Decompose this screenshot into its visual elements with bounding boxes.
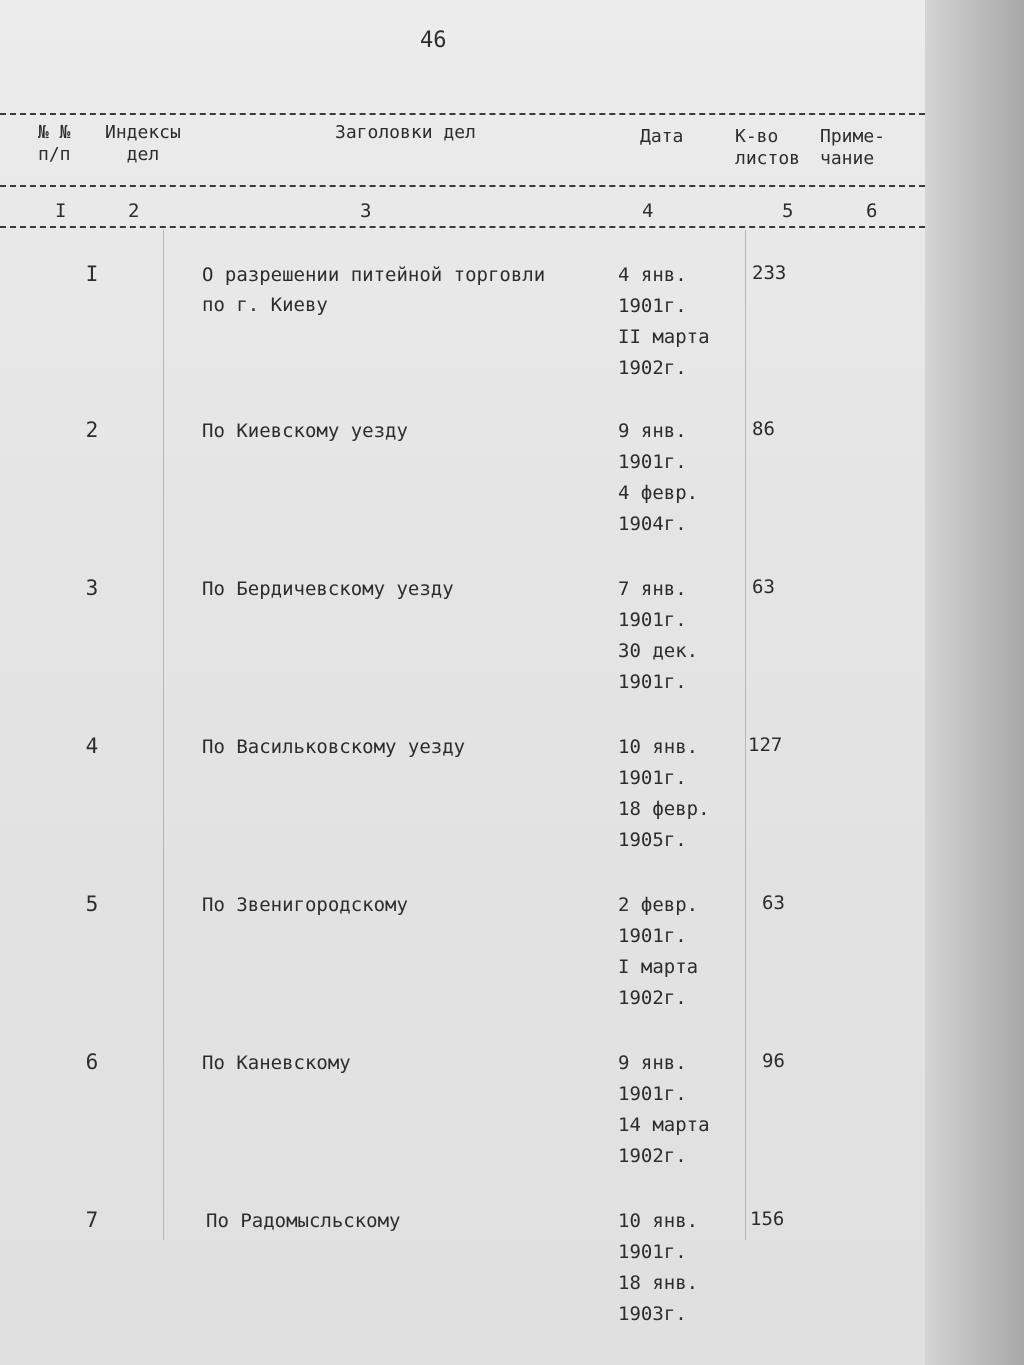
- row-number: 5: [85, 892, 99, 916]
- page-number: 46: [420, 28, 447, 53]
- column-divider: [745, 230, 746, 1240]
- row-date: 10 янв. 1901г. 18 февр. 1905г.: [618, 736, 710, 851]
- row-sheet-count: 127: [748, 734, 783, 756]
- row-sheet-count: 63: [762, 892, 785, 914]
- row-title: По Киевскому уезду: [202, 420, 408, 442]
- row-title: По Звенигородскому: [202, 894, 408, 916]
- row-number: 4: [85, 734, 99, 758]
- row-number: I: [85, 262, 99, 286]
- row-title: По Каневскому: [202, 1052, 351, 1074]
- row-date: 9 янв. 1901г. 4 февр. 1904г.: [618, 420, 699, 535]
- column-number: 6: [866, 200, 878, 222]
- page-edge-shadow: [925, 0, 1024, 1365]
- row-number: 2: [85, 418, 99, 442]
- header-top-rule: [0, 113, 925, 115]
- column-divider: [163, 230, 164, 1240]
- row-title: По Васильковскому уезду: [202, 736, 466, 758]
- row-title: О разрешении питейной торговли по г. Киеву: [202, 264, 546, 316]
- column-number: 4: [642, 200, 654, 222]
- column-numbers-rule: [0, 226, 925, 228]
- row-number: 6: [85, 1050, 99, 1074]
- header-col-date: Дата: [640, 126, 684, 147]
- header-bottom-rule: [0, 185, 925, 187]
- row-sheet-count: 156: [750, 1208, 785, 1230]
- header-col-notes: Приме- чание: [820, 126, 886, 169]
- row-date: 4 янв. 1901г. II марта 1902г.: [618, 264, 710, 379]
- column-number: 5: [782, 200, 794, 222]
- row-sheet-count: 233: [752, 262, 787, 284]
- row-title: По Радомысльскому: [206, 1210, 401, 1232]
- row-date: 10 янв. 1901г. 18 янв. 1903г.: [618, 1210, 699, 1325]
- row-date: 2 февр. 1901г. I марта 1902г.: [618, 894, 699, 1009]
- column-number: I: [55, 200, 67, 222]
- row-sheet-count: 63: [752, 576, 775, 598]
- header-col-index: Индексы дел: [105, 122, 181, 165]
- row-number: 3: [85, 576, 99, 600]
- header-col-title: Заголовки дел: [335, 122, 476, 143]
- row-date: 9 янв. 1901г. 14 марта 1902г.: [618, 1052, 710, 1167]
- row-number: 7: [85, 1208, 99, 1232]
- row-sheet-count: 86: [752, 418, 775, 440]
- row-title: По Бердичевскому уезду: [202, 578, 454, 600]
- column-number: 3: [360, 200, 372, 222]
- row-date: 7 янв. 1901г. 30 дек. 1901г.: [618, 578, 699, 693]
- header-col-sheets: К-во листов: [735, 126, 801, 169]
- column-number: 2: [128, 200, 140, 222]
- header-col-number: № № п/п: [38, 122, 71, 165]
- row-sheet-count: 96: [762, 1050, 785, 1072]
